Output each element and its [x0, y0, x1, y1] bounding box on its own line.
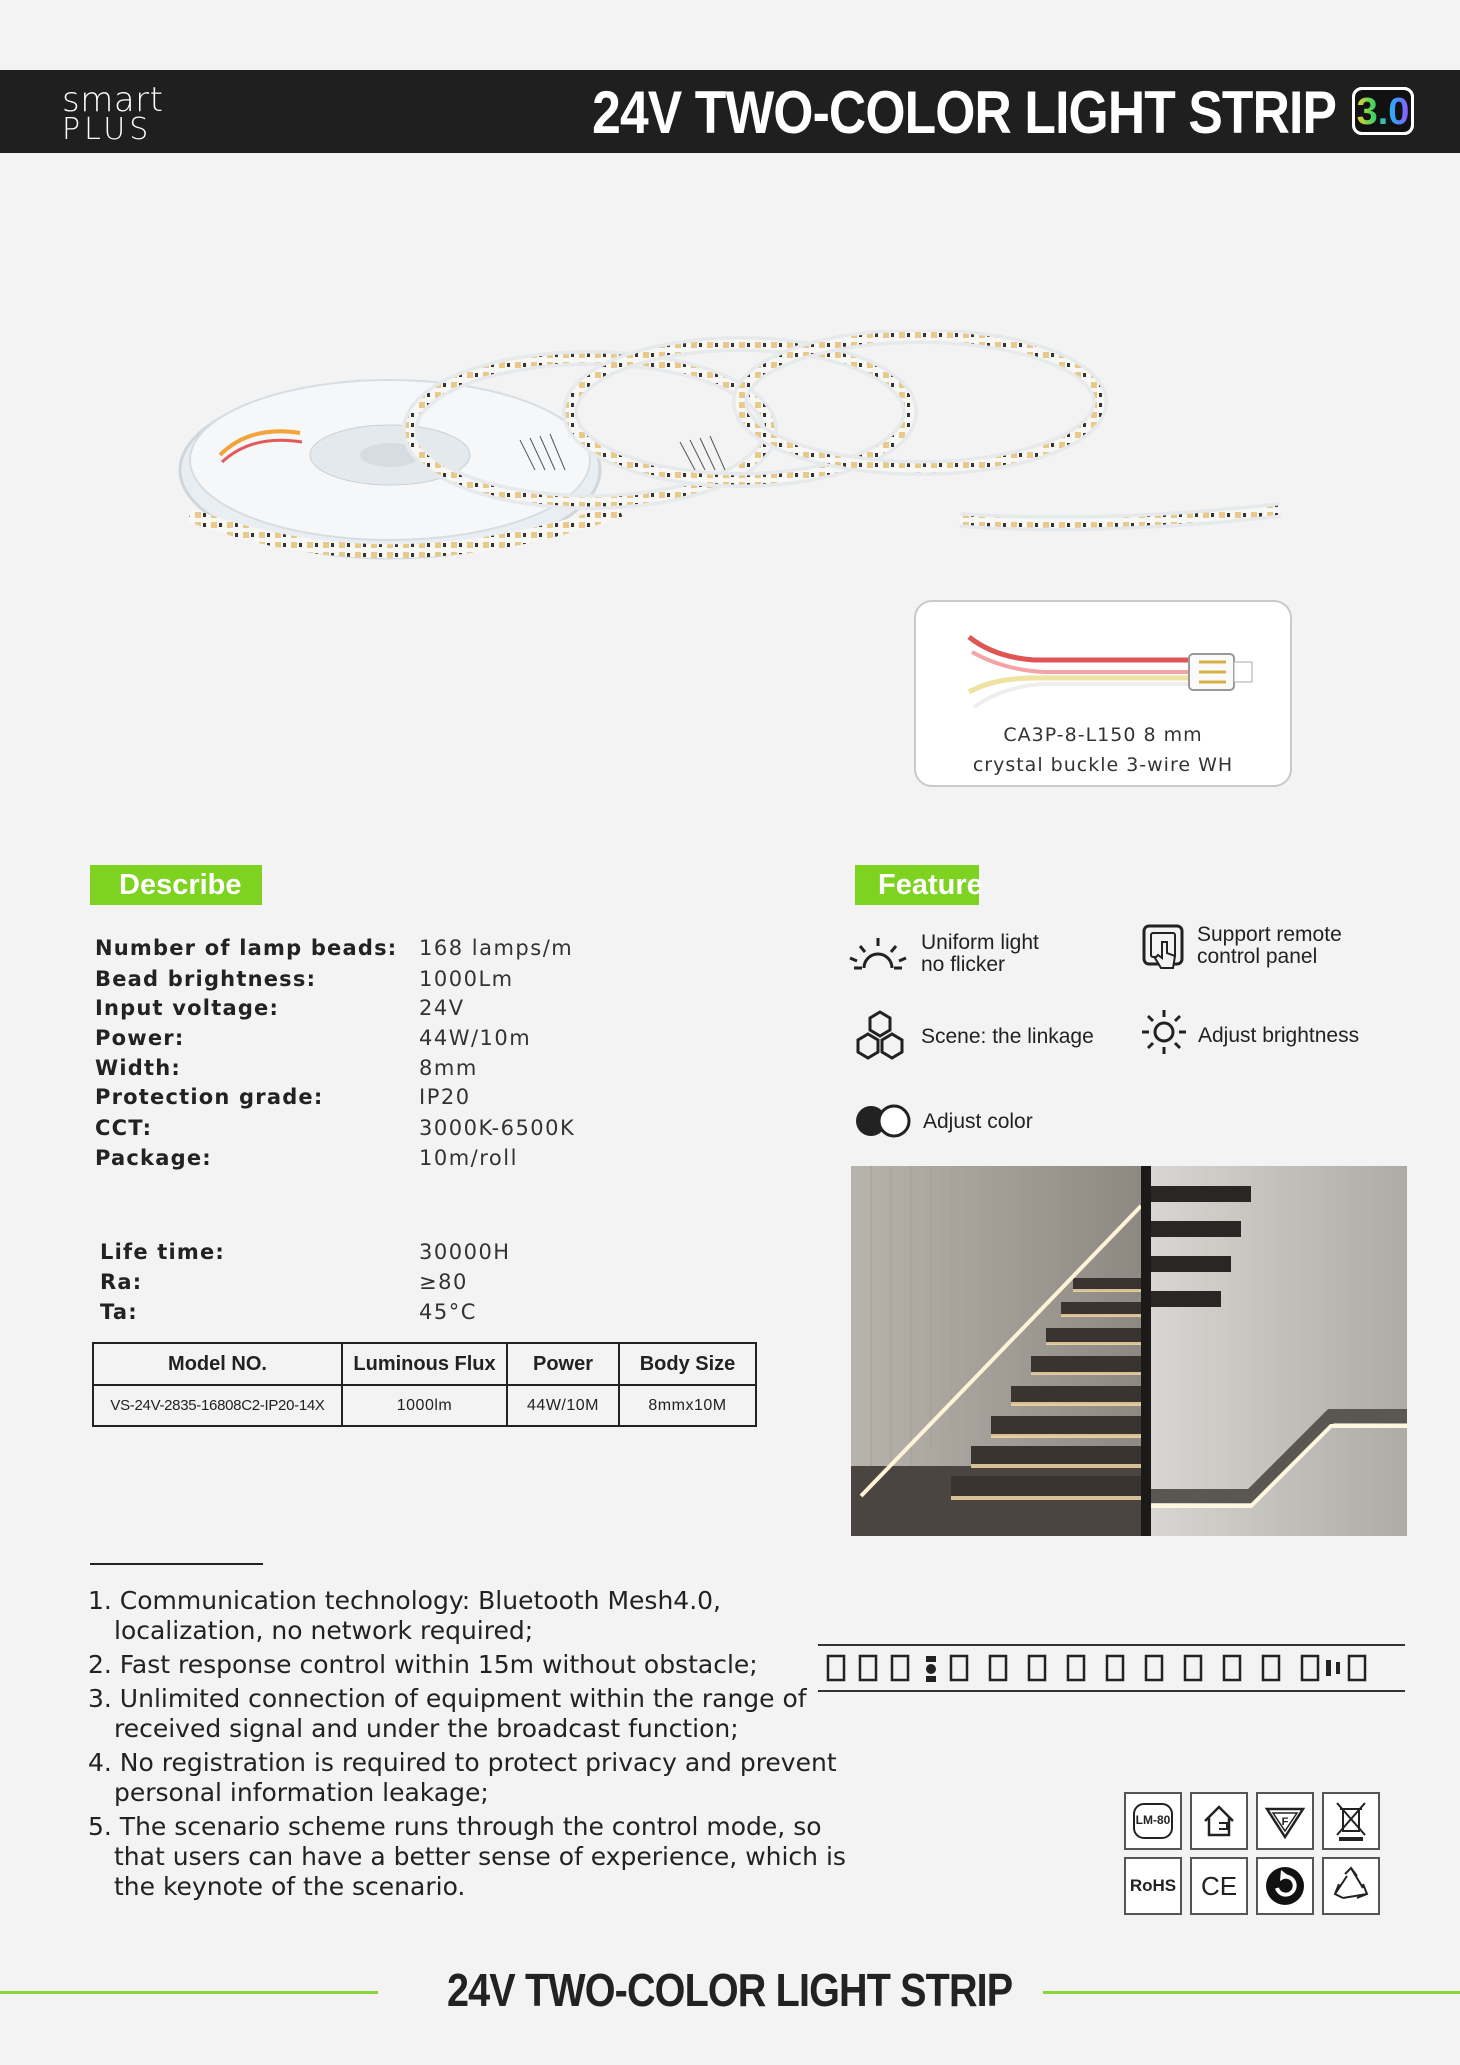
footer-title-text: 24V TWO-COLOR LIGHT STRIP	[447, 1964, 1013, 2016]
footer-title	[0, 1963, 1460, 2017]
svg-text:F: F	[1281, 1816, 1289, 1828]
note-item: 4. No registration is required to protect privacy and prevent personal information leakage;	[88, 1748, 837, 1807]
feature-label: control panel	[1197, 945, 1318, 968]
spec-row	[95, 1085, 655, 1113]
spec-row	[100, 1270, 660, 1298]
spec-row	[95, 1146, 655, 1174]
spec-label: Ta:	[100, 1300, 138, 1324]
house-icon	[1190, 1792, 1248, 1850]
led-strip-product-image	[160, 330, 1300, 590]
note-item: 5. The scenario scheme runs through the control mode, so that users can have a better sense of experience, which is the keynote of the scenario.	[88, 1812, 846, 1901]
uniform-light-icon	[846, 934, 910, 974]
brightness-icon	[1140, 1008, 1188, 1056]
scene-linkage-icon	[852, 1010, 908, 1062]
table-header-row	[93, 1343, 756, 1385]
lm80-cert-icon	[1124, 1792, 1182, 1850]
spec-row	[95, 1056, 655, 1084]
spec-label: Life time:	[100, 1240, 226, 1264]
note-item: 1. Communication technology: Bluetooth Mesh4.0, localization, no network required;	[88, 1586, 721, 1645]
feature-label: Uniform light	[921, 931, 1039, 954]
feature-brightness: Adjust brightness	[1198, 1024, 1360, 1047]
page-title: 24V TWO-COLOR LIGHT STRIP	[592, 79, 1336, 146]
version-badge: 3.0	[1352, 87, 1414, 135]
spec-row	[95, 996, 655, 1024]
spec-row	[100, 1240, 660, 1268]
spec-row	[100, 1300, 660, 1328]
feature-adjust-color: Adjust color	[923, 1110, 1033, 1133]
strip-schematic-bottom-edge	[818, 1690, 1405, 1692]
table-cell: VS-24V-2835-16808C2-IP20-14X	[93, 1385, 342, 1426]
spec-value: 1000Lm	[419, 967, 514, 991]
recycle-triangle-icon	[1322, 1857, 1380, 1915]
spec-value: ≥80	[419, 1270, 468, 1294]
header-bar	[0, 70, 1460, 153]
strip-schematic-icon	[818, 1650, 1405, 1686]
table-header: Luminous Flux	[342, 1343, 507, 1385]
connector-caption	[916, 720, 1290, 780]
spec-row	[95, 1026, 655, 1054]
brand-logo	[62, 80, 182, 147]
connector-wire-image	[964, 632, 1264, 722]
ce-cert-label: CE	[1190, 1857, 1248, 1915]
spec-label: Number of lamp beads:	[95, 936, 398, 960]
spec-value: 168 lamps/m	[419, 936, 574, 960]
feature-label: no flicker	[921, 953, 1006, 976]
table-cell: 44W/10M	[507, 1385, 619, 1426]
describe-tag: Describe	[90, 865, 262, 905]
weee-bin-icon	[1322, 1792, 1380, 1850]
remote-panel-icon	[1142, 924, 1186, 972]
spec-label: Input voltage:	[95, 996, 280, 1020]
spec-label: Width:	[95, 1056, 181, 1080]
spec-value: IP20	[419, 1085, 471, 1109]
table-cell: 8mmx10M	[619, 1385, 756, 1426]
table-cell: 1000lm	[342, 1385, 507, 1426]
notes-divider	[90, 1563, 263, 1565]
strip-schematic-top-edge	[818, 1644, 1405, 1646]
spec-value: 30000H	[419, 1240, 511, 1264]
table-header: Power	[507, 1343, 619, 1385]
recycle-arrow-icon	[1256, 1857, 1314, 1915]
feature-remote-panel	[1197, 924, 1342, 968]
table-header: Body Size	[619, 1343, 756, 1385]
feature-uniform-light	[921, 932, 1039, 976]
spec-value: 3000K-6500K	[419, 1116, 576, 1140]
spec-row	[95, 967, 655, 995]
spec-row	[95, 1116, 655, 1144]
connector-model: CA3P-8-L150 8 mm	[1003, 724, 1203, 746]
model-table	[92, 1342, 757, 1427]
connector-description: crystal buckle 3-wire WH	[972, 754, 1234, 776]
spec-label: CCT:	[95, 1116, 153, 1140]
spec-label: Bead brightness:	[95, 967, 317, 991]
spec-label: Package:	[95, 1146, 212, 1170]
feature-tag: Feature	[855, 865, 979, 905]
logo-line-2: PLUS	[62, 112, 153, 147]
staircase-application-photo	[851, 1166, 1407, 1536]
table-row	[93, 1385, 756, 1426]
spec-value: 8mm	[419, 1056, 478, 1080]
logo-line-1: smart	[62, 80, 164, 120]
notes-list	[88, 1586, 848, 1906]
spec-value: 45°C	[419, 1300, 477, 1324]
spec-value: 10m/roll	[419, 1146, 518, 1170]
connector-card	[914, 600, 1292, 787]
spec-value: 44W/10m	[419, 1026, 532, 1050]
note-item: 2. Fast response control within 15m without obstacle;	[88, 1650, 758, 1679]
f-mark-icon	[1256, 1792, 1314, 1850]
feature-label: Support remote	[1197, 923, 1342, 946]
spec-row	[95, 936, 655, 964]
feature-scene-linkage: Scene: the linkage	[921, 1025, 1094, 1048]
rohs-cert-label: RoHS	[1124, 1857, 1182, 1915]
color-toggle-icon	[854, 1104, 912, 1138]
note-item: 3. Unlimited connection of equipment within the range of received signal and under the broadcast function;	[88, 1684, 807, 1743]
table-header: Model NO.	[93, 1343, 342, 1385]
lm80-label: LM-80	[1135, 1813, 1171, 1827]
spec-value: 24V	[419, 996, 465, 1020]
spec-label: Power:	[95, 1026, 185, 1050]
spec-label: Ra:	[100, 1270, 143, 1294]
spec-label: Protection grade:	[95, 1085, 324, 1109]
